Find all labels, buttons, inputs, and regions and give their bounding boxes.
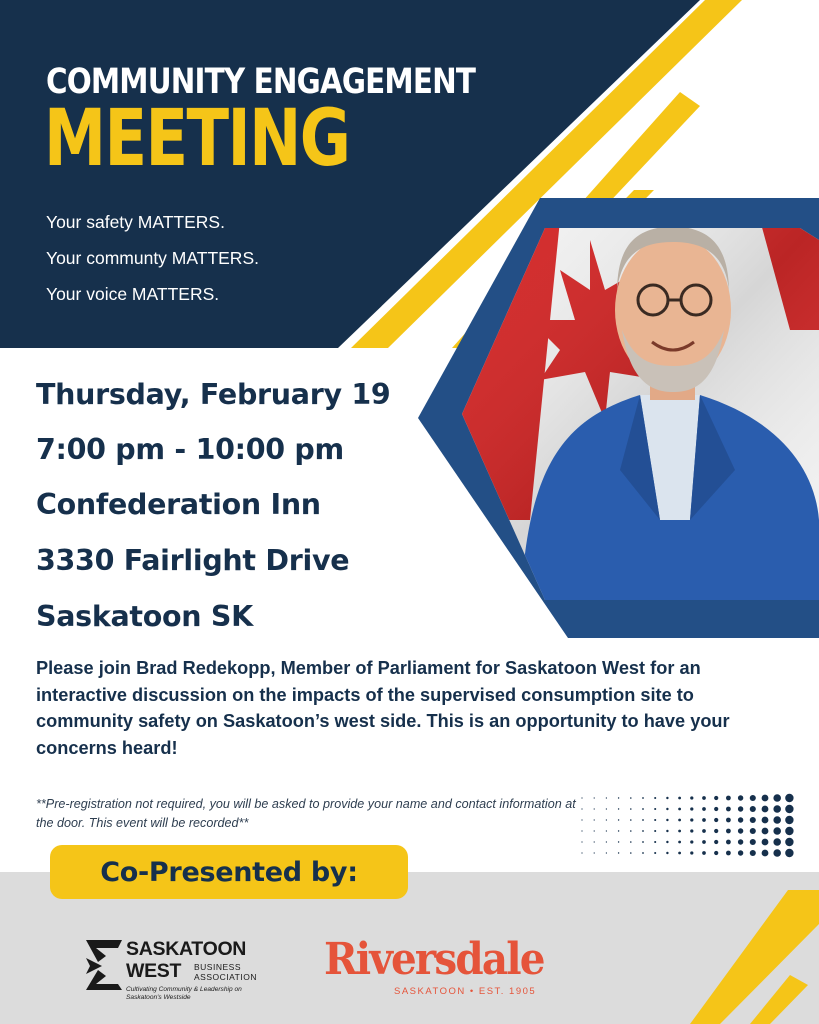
co-presented-badge: Co-Presented by: xyxy=(50,845,408,899)
tagline-safety: Your safety MATTERS. xyxy=(46,212,225,232)
riversdale-subtitle: SASKATOON • EST. 1905 xyxy=(394,986,537,997)
saskatoon-west-logo xyxy=(82,934,282,1014)
saskatoon-west-name-1: SASKATOON xyxy=(126,938,247,960)
registration-note: **Pre-registration not required, you will be asked to provide your name and contact information at the door. This event will be recorded** xyxy=(36,797,576,830)
saskatoon-west-tagline: Cultivating Community & Leadership on Saskatoon's Westside xyxy=(126,986,242,1001)
event-description: Please join Brad Redekopp, Member of Parliament for Saskatoon West for an interactive discussion on the impacts of the supervised consumption site to community safety on Saskatoon’s west side. This is an opportunity to have your concerns heard! xyxy=(36,658,730,758)
tagline-community: Your communty MATTERS. xyxy=(46,248,259,268)
event-date: Thursday, February 19 xyxy=(36,378,391,411)
title-line-1: COMMUNITY ENGAGEMENT xyxy=(46,62,476,102)
event-time: 7:00 pm - 10:00 pm xyxy=(36,433,344,466)
saskatoon-west-name-2: WEST xyxy=(126,960,182,982)
event-city: Saskatoon SK xyxy=(36,600,253,633)
riversdale-name: Riversdale xyxy=(324,934,544,985)
saskatoon-west-sub-1: BUSINESS xyxy=(194,962,241,972)
tagline-voice: Your voice MATTERS. xyxy=(46,284,220,304)
saskatoon-west-sub-2: ASSOCIATION xyxy=(194,972,257,982)
saskatoon-west-subtitle xyxy=(194,962,257,982)
title-line-2: MEETING xyxy=(44,94,350,184)
halftone-dots xyxy=(581,794,793,857)
riversdale-logo xyxy=(324,934,554,1004)
event-address: 3330 Fairlight Drive xyxy=(36,544,350,577)
event-venue: Confederation Inn xyxy=(36,488,321,521)
chevron-bars-icon xyxy=(82,936,126,990)
